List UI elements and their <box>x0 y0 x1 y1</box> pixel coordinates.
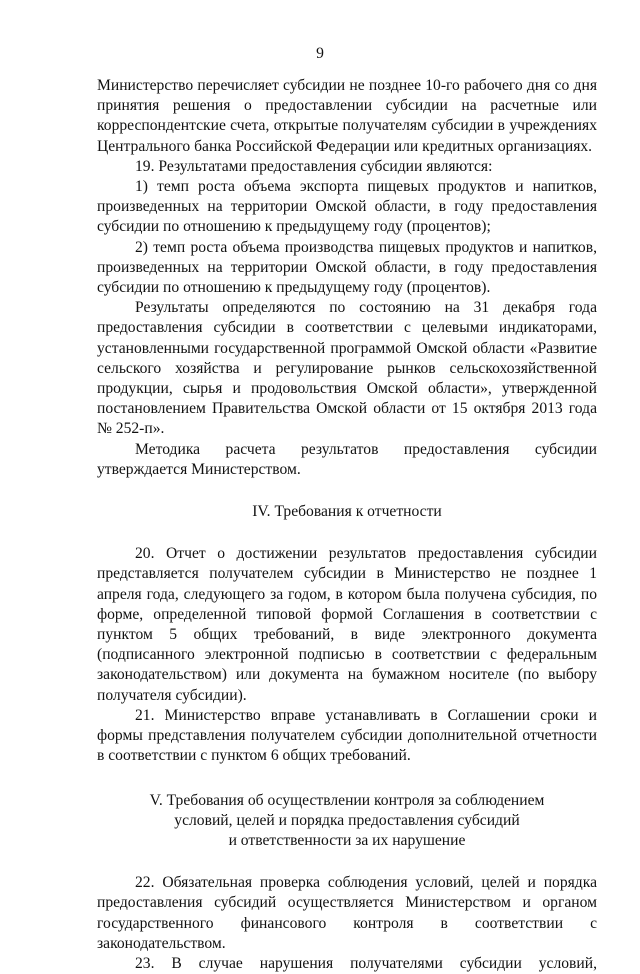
paragraph-22-mandatory-check: 22. Обязательная проверка соблюдения условий, целей и порядка предоставления субсидий осуществляется Министерством и органом государственного финансового контроля в соответствии с законодательством. <box>97 874 597 952</box>
page-number: 9 <box>316 45 324 62</box>
section-v-heading-line: и ответственности за их нарушение <box>228 831 466 849</box>
section-v-heading-line: V. Требования об осуществлении контроля за соблюдением <box>149 791 545 809</box>
paragraph-21-additional-reporting: 21. Министерство вправе устанавливать в Соглашении сроки и формы представления получателем субсидии дополнительной отчетности в соответствии с пунктом 6 общих требований. <box>97 706 597 765</box>
section-v-heading-line: условий, целей и порядка предоставления субсидий <box>174 811 520 829</box>
paragraph-20-report: 20. Отчет о достижении результатов предоставления субсидии представляется получателем субсидии в Министерство не позднее 1 апреля года, следующего за годом, в котором была получена субсидия, по форме, определенной типовой формой Соглашения в соответствии с пунктом 5 общих требований, в виде электронного документа (подписанного электронной подписью в соответствии с федеральным законодательством) или документа на бумажном носителе (по выбору получателя субсидии). <box>97 545 597 704</box>
paragraph-23-violation: 23. В случае нарушения получателями субсидии условий, <box>135 954 597 972</box>
paragraph-19-results: 19. Результатами предоставления субсидии являются: <box>135 157 493 175</box>
paragraph-results-determination: Результаты определяются по состоянию на 31 декабря года предоставления субсидии в соответствии с целевыми индикаторами, установленными государственной программой Омской области «Развитие сельского хозяйства и регулирование рынков сельскохозяйственной продукции, сырья и продовольствия Омской области», утвержденной постановлением Правительства Омской области от 15 октября 2013 года № 252-п». <box>97 299 597 438</box>
list-item-export-growth: 1) темп роста объема экспорта пищевых продуктов и напитков, произведенных на территории Омской области, в году предоставления субсидии по отношению к предыдущему году (процентов); <box>97 178 597 236</box>
list-item-production-growth: 2) темп роста объема производства пищевых продуктов и напитков, произведенных на территории Омской области, в году предоставления субсидии по отношению к предыдущему году (процентов). <box>97 238 597 297</box>
paragraph-transfer-of-subsidy: Министерство перечисляет субсидии не позднее 10-го рабочего дня со дня принятия решения о предоставлении субсидии на расчетные или корреспондентские счета, открытые получателям субсидии в учреждениях Центрального банка Российской Федерации или кредитных организациях. <box>97 77 597 155</box>
paragraph-calculation-method: Методика расчета результатов предоставления субсидии утверждается Министерством. <box>97 440 597 478</box>
section-iv-heading: IV. Требования к отчетности <box>252 503 442 521</box>
section-v-heading <box>97 791 597 852</box>
document-body <box>97 76 597 974</box>
